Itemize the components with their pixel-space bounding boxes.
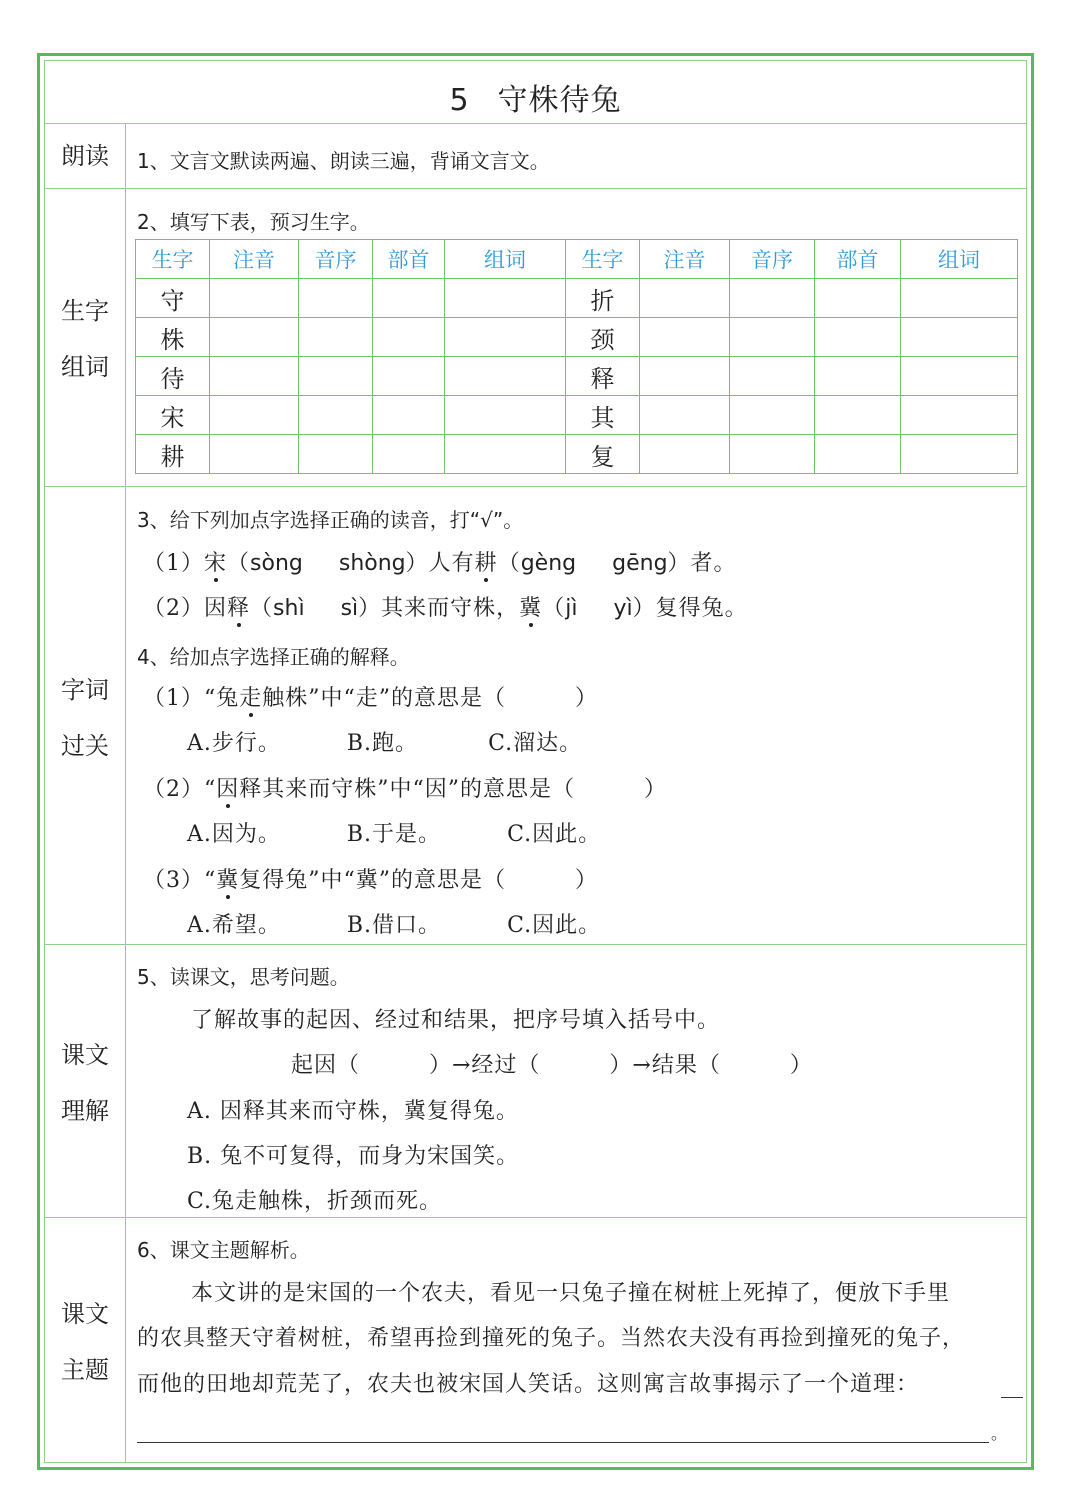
worksheet-table <box>44 60 1027 1463</box>
paren-open: （ <box>542 596 566 621</box>
dotted-char: 释 <box>227 591 250 622</box>
pinyin-blank[interactable] <box>640 435 730 474</box>
row-divider <box>45 486 1026 487</box>
choice-option[interactable]: A.步行。 <box>187 731 281 756</box>
pinyin-blank[interactable] <box>210 435 299 474</box>
section-label-chars-1: 生字 <box>61 297 109 325</box>
choice-option[interactable]: A.因为。 <box>187 822 281 847</box>
section-label-chars-2: 组词 <box>61 353 109 381</box>
item-number: （2） <box>143 596 204 621</box>
row-divider <box>45 188 1026 189</box>
question-5-option-a: A. 因释其来而守株，冀复得兔。 <box>187 1099 519 1124</box>
header-cell: 部首 <box>373 240 445 279</box>
dotted-char: 因 <box>216 772 239 803</box>
section-label-understand-1: 课文 <box>61 1041 109 1069</box>
paren-open: （ <box>497 551 521 576</box>
question-1: 1、文言文默读两遍、朗读三遍，背诵文言文。 <box>137 149 550 173</box>
table-row <box>136 318 1018 357</box>
initial-blank[interactable] <box>299 279 373 318</box>
section-label-words-2: 过关 <box>61 732 109 760</box>
question-5-intro: 了解故事的起因、经过和结果，把序号填入括号中。 <box>191 1008 721 1033</box>
page-title <box>45 75 1026 119</box>
radical-blank[interactable] <box>815 396 901 435</box>
word-blank[interactable] <box>445 279 566 318</box>
sentence-text: （2）“ <box>143 777 217 802</box>
radical-blank[interactable] <box>373 279 445 318</box>
pinyin-option[interactable]: yì <box>613 596 633 621</box>
pinyin-option[interactable]: jì <box>565 596 578 621</box>
word-blank[interactable] <box>445 318 566 357</box>
pinyin-option[interactable]: shòng <box>338 551 406 576</box>
header-cell: 注音 <box>210 240 299 279</box>
radical-blank[interactable] <box>815 318 901 357</box>
char-cell: 宋 <box>136 396 210 435</box>
section-label-understand-2: 理解 <box>61 1097 109 1125</box>
initial-blank[interactable] <box>730 357 815 396</box>
sentence-text: 复得兔”中“冀”的意思是（ ） <box>239 868 599 893</box>
label-column-divider <box>125 123 126 1462</box>
word-blank[interactable] <box>445 396 566 435</box>
question-2: 2、填写下表，预习生字。 <box>137 210 370 234</box>
header-cell: 音序 <box>299 240 373 279</box>
char-cell: 株 <box>136 318 210 357</box>
char-cell: 守 <box>136 279 210 318</box>
initial-blank[interactable] <box>730 279 815 318</box>
table-row <box>136 396 1018 435</box>
pinyin-option[interactable]: sòng <box>250 551 303 576</box>
pinyin-option[interactable]: gēng <box>612 551 668 576</box>
table-row <box>136 357 1018 396</box>
pinyin-blank[interactable] <box>640 357 730 396</box>
section-label-theme-1: 课文 <box>61 1300 109 1328</box>
answer-blank-line[interactable] <box>137 1442 989 1443</box>
header-cell: 组词 <box>901 240 1018 279</box>
sentence-text: ）复得兔。 <box>632 596 748 621</box>
question-4-options-3 <box>187 908 601 939</box>
paren-open: （ <box>250 596 274 621</box>
sentence-text: 释其来而守株”中“因”的意思是（ ） <box>239 777 668 802</box>
initial-blank[interactable] <box>299 435 373 474</box>
word-blank[interactable] <box>901 357 1018 396</box>
question-5: 5、读课文，思考问题。 <box>137 965 350 989</box>
initial-blank[interactable] <box>299 357 373 396</box>
dotted-char: 冀 <box>216 863 239 894</box>
char-cell: 待 <box>136 357 210 396</box>
theme-paragraph-line: 而他的田地却荒芜了，农夫也被宋国人笑话。这则寓言故事揭示了一个道理： <box>137 1372 920 1397</box>
question-4-item-3 <box>143 863 598 894</box>
word-blank[interactable] <box>901 279 1018 318</box>
question-4-item-2 <box>143 772 667 803</box>
header-cell: 生字 <box>136 240 210 279</box>
table-row <box>136 279 1018 318</box>
worksheet-frame <box>37 53 1034 1470</box>
radical-blank[interactable] <box>815 279 901 318</box>
radical-blank[interactable] <box>373 435 445 474</box>
question-3-item-1 <box>143 546 737 577</box>
radical-blank[interactable] <box>373 396 445 435</box>
row-divider <box>45 1217 1026 1218</box>
radical-blank[interactable] <box>815 435 901 474</box>
initial-blank[interactable] <box>299 396 373 435</box>
question-6: 6、课文主题解析。 <box>137 1238 310 1262</box>
dotted-char: 宋 <box>204 546 227 577</box>
table-row <box>136 435 1018 474</box>
question-4-options-2 <box>187 817 601 848</box>
pinyin-blank[interactable] <box>210 396 299 435</box>
dotted-char: 耕 <box>475 546 498 577</box>
pinyin-option[interactable]: sì <box>340 596 359 621</box>
initial-blank[interactable] <box>730 435 815 474</box>
char-cell: 其 <box>566 396 640 435</box>
row-divider <box>45 123 1026 124</box>
choice-option[interactable]: B.借口。 <box>346 913 442 938</box>
pinyin-option[interactable]: gèng <box>520 551 577 576</box>
theme-paragraph-line: 的农具整天守着树桩，希望再捡到撞死的兔子。当然农夫没有再捡到撞死的兔子， <box>137 1326 966 1351</box>
pinyin-option[interactable]: shì <box>273 596 305 621</box>
word-blank[interactable] <box>445 435 566 474</box>
sentence-text: 因 <box>204 596 228 621</box>
radical-blank[interactable] <box>373 357 445 396</box>
word-blank[interactable] <box>901 435 1018 474</box>
row-divider <box>45 944 1026 945</box>
sentence-text: 触株”中“走”的意思是（ ） <box>262 686 599 711</box>
header-cell: 生字 <box>566 240 640 279</box>
item-number: （1） <box>143 551 204 576</box>
pinyin-blank[interactable] <box>640 318 730 357</box>
table-header-row <box>136 240 1018 279</box>
lesson-number: 5 <box>449 83 470 118</box>
initial-blank[interactable] <box>730 318 815 357</box>
pinyin-blank[interactable] <box>210 279 299 318</box>
section-label-read: 朗读 <box>61 142 109 170</box>
question-5-option-c: C.兔走触株，折颈而死。 <box>187 1189 443 1214</box>
theme-paragraph-line: 本文讲的是宋国的一个农夫，看见一只兔子撞在树桩上死掉了，便放下手里 <box>191 1281 951 1306</box>
char-cell: 耕 <box>136 435 210 474</box>
pinyin-blank[interactable] <box>210 357 299 396</box>
choice-option[interactable]: A.希望。 <box>187 913 281 938</box>
pinyin-blank[interactable] <box>640 396 730 435</box>
choice-option[interactable]: B.跑。 <box>346 731 419 756</box>
header-cell: 组词 <box>445 240 566 279</box>
header-cell: 注音 <box>640 240 730 279</box>
question-4-options-1 <box>187 726 582 757</box>
question-5-option-b: B. 兔不可复得，而身为宋国笑。 <box>187 1144 520 1169</box>
word-blank[interactable] <box>901 318 1018 357</box>
word-blank[interactable] <box>901 396 1018 435</box>
char-cell: 颈 <box>566 318 640 357</box>
sentence-text: （1）“兔 <box>143 686 240 711</box>
sentence-text: ）者。 <box>667 551 737 576</box>
choice-option[interactable]: C.因此。 <box>507 913 602 938</box>
pinyin-blank[interactable] <box>210 318 299 357</box>
choice-option[interactable]: C.因此。 <box>507 822 602 847</box>
header-cell: 部首 <box>815 240 901 279</box>
char-cell: 复 <box>566 435 640 474</box>
answer-end-mark: 。 <box>991 1424 1009 1443</box>
paren-open: （ <box>227 551 251 576</box>
answer-blank-start[interactable] <box>1001 1397 1023 1398</box>
choice-option[interactable]: C.溜达。 <box>488 731 583 756</box>
header-cell: 音序 <box>730 240 815 279</box>
section-label-theme-2: 主题 <box>61 1356 109 1384</box>
word-blank[interactable] <box>445 357 566 396</box>
sentence-text: ）人有 <box>405 551 475 576</box>
sentence-text: （3）“ <box>143 868 217 893</box>
question-3: 3、给下列加点字选择正确的读音，打“√”。 <box>137 508 524 532</box>
choice-option[interactable]: B.于是。 <box>346 822 442 847</box>
sentence-text: ）其来而守株， <box>358 596 520 621</box>
initial-blank[interactable] <box>299 318 373 357</box>
radical-blank[interactable] <box>373 318 445 357</box>
radical-blank[interactable] <box>815 357 901 396</box>
char-cell: 释 <box>566 357 640 396</box>
initial-blank[interactable] <box>730 396 815 435</box>
dotted-char: 冀 <box>519 591 542 622</box>
character-table <box>135 239 1018 474</box>
pinyin-blank[interactable] <box>640 279 730 318</box>
question-5-sequence: 起因（ ）→经过（ ）→结果（ ） <box>291 1053 813 1078</box>
question-4-item-1 <box>143 681 598 712</box>
char-cell: 折 <box>566 279 640 318</box>
section-label-words-1: 字词 <box>61 676 109 704</box>
question-3-item-2 <box>143 591 748 622</box>
dotted-char: 走 <box>239 681 262 712</box>
lesson-title: 守株待兔 <box>497 83 622 118</box>
question-4: 4、给加点字选择正确的解释。 <box>137 645 410 669</box>
